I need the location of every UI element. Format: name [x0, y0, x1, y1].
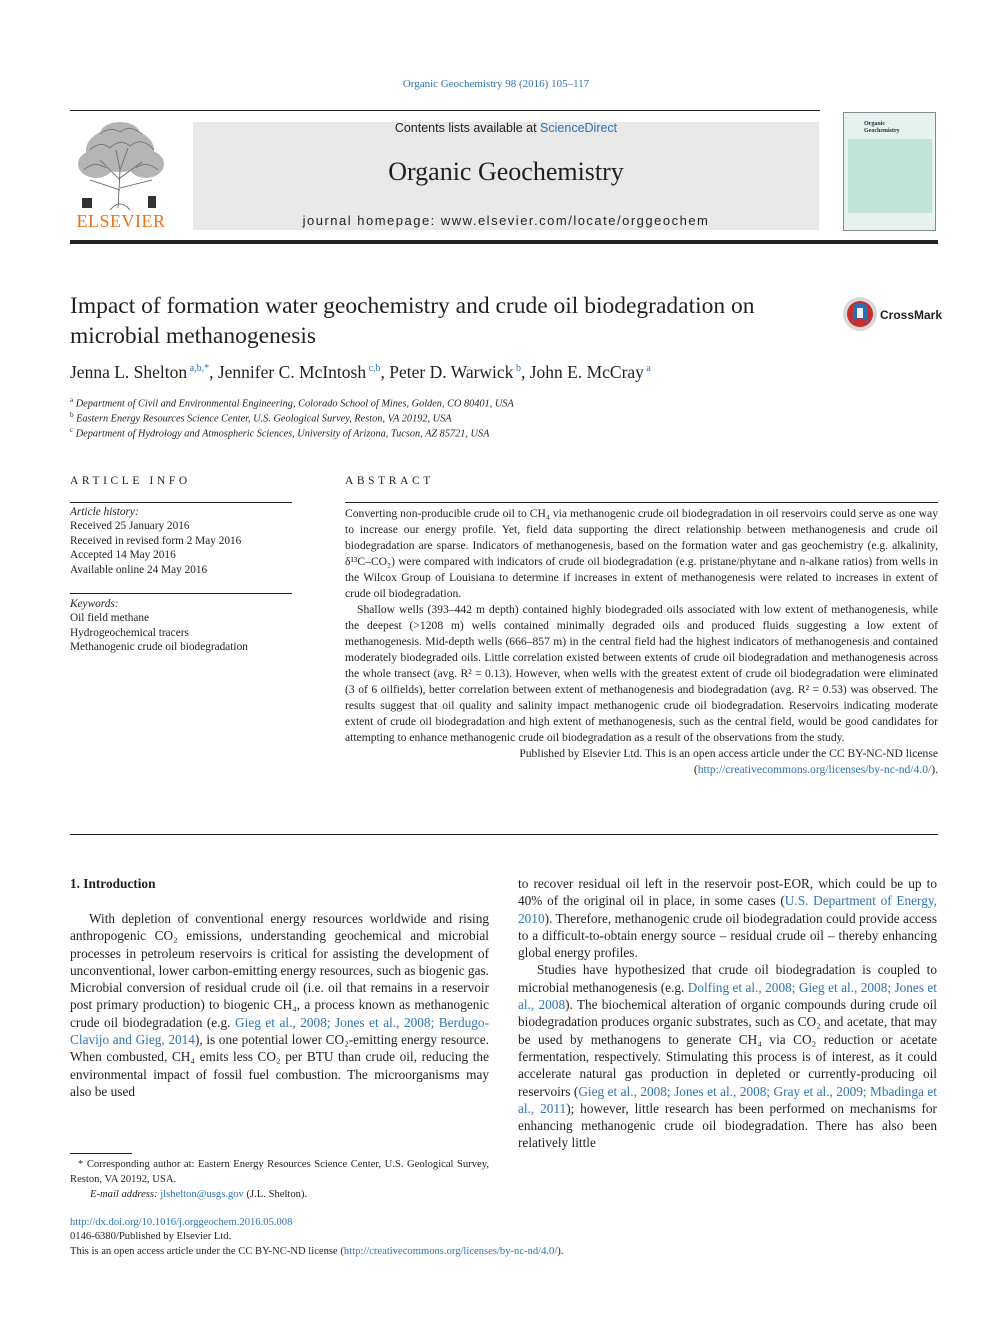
email-link[interactable]: jlshelton@usgs.gov [160, 1189, 244, 1200]
crossmark-label[interactable]: CrossMark [880, 308, 943, 322]
keyword-item: Oil field methane [70, 612, 150, 625]
abstract-paragraph-1: Converting non-producible crude oil to CH₄ via methanogenic crude oil biodegradation in oil reservoirs could serve as one way to increase our energy profile. Yet, field data supporting the direct relationship between methanogenesis and crude oil biodegradation are sparse. Indicators of methanogenesis, based on the formation water and gas geochemistry (e.g. alkalinity, δ¹³C–CO₂) were compared with indicators of crude oil biodegradation (e.g. pristane/phytane and n-alkane ratios) from wells in the Wilcox Group of Louisiana to determine if increases in extent of methanogenesis were related to increases in extent of crude oil biodegradation. [345, 507, 938, 600]
intro-paragraph-2: Studies have hypothesized that crude oil biodegradation is coupled to microbial methanogenesis (e.g. Dolfing et al., 2008; Gieg et al., 2008; Jones et al., 2008). The biochemical alteration of organic compounds during crude oil biodegradation produces organic substrates, such as CO₂ and acetate, that may be used by methanogens to generate CH₄ via CO₂ reduction or acetate fermentation, respectively. Stimulating this process is of interest, as it could accelerate natural gas production in depleted or currently-producing oil reservoirs (Gieg et al., 2008; Jones et al., 2008; Gray et al., 2009; Mbadinga et al., 2011); however, little research has been performed on mechanisms for enhancing methanogenic crude oil biodegradation. There has also been relatively little [518, 962, 938, 1151]
cover-title: Organic Geochemistry [864, 121, 900, 134]
corresponding-text: * Corresponding author at: Eastern Energy Resources Science Center, U.S. Geological Survey, Reston, VA 20192, USA. [70, 1159, 489, 1185]
cover-panel [848, 139, 932, 213]
affiliation-b: $^b$ Eastern Energy Resources Science Center, U.S. Geological Survey, Reston, VA 20192, USA [70, 411, 452, 425]
abstract-paragraph-2: Shallow wells (393–442 m depth) contained highly biodegraded oils associated with low extent of methanogenesis, while the deepest (>1208 m) wells contained minimally degraded oils and produced fluids suggesting a low extent of methanogenesis. Mid-depth wells (666–857 m) in the central field had the highest indicators of methanogenesis and contained moderately biodegraded oils. Little correlation existed between extents of crude oil biodegradation and methanogenesis across the whole transect (avg. R² = 0.13). However, when wells with the greatest extent of crude oil biodegradation were eliminated (3 of 6 oilfields), better correlation between extent of methanogenesis and biodegradation (avg. R² = 0.53) was observed. The results suggest that oil quality and salinity impact methanogenic crude oil biodegradation. Reservoirs indicating moderate extent of crude oil biodegradation and high extent of methanogenesis, such as the central field, would be good candidates for attempting to enhance methanogenic crude oil biodegradation as a result of the observations from the study. [345, 603, 938, 744]
contents-prefix: Contents lists available at [394, 121, 541, 135]
article-info-rule [70, 502, 292, 503]
abstract-heading: ABSTRACT [345, 475, 434, 487]
history-received: Received 25 January 2016 [70, 520, 190, 533]
crossmark-icon [842, 296, 878, 332]
affiliation-c: $^c$ Department of Hydrology and Atmospheric Sciences, University of Arizona, Tucson, AZ 85721, USA [70, 426, 490, 440]
contents-lists-line [193, 121, 819, 135]
abstract-body [345, 506, 938, 778]
article-info-heading: ARTICLE INFO [70, 475, 191, 487]
history-revised: Received in revised form 2 May 2016 [70, 534, 242, 547]
author-name[interactable]: Jennifer C. McIntosh [217, 362, 367, 382]
citation-link[interactable]: Dolfing et al., 2008; Gieg et al., 2008; Jones et al., 2008 [518, 979, 938, 1013]
sciencedirect-link[interactable]: ScienceDirect [540, 121, 618, 135]
author-affiliation-marks[interactable]: c,b [366, 363, 381, 375]
history-online: Available online 24 May 2016 [70, 563, 208, 576]
article-history-label: Article history: [70, 506, 139, 518]
history-accepted: Accepted 14 May 2016 [70, 549, 176, 562]
abstract-rule [345, 502, 938, 503]
keywords [70, 597, 292, 655]
header-rule [70, 110, 820, 111]
license-link[interactable]: http://creativecommons.org/licenses/by-nc-nd/4.0/ [343, 1245, 558, 1257]
citation-link[interactable]: U.S. Department of Energy, 2010 [518, 893, 937, 926]
license-link[interactable]: http://creativecommons.org/licenses/by-nc-nd/4.0/ [697, 763, 932, 776]
journal-homepage[interactable]: journal homepage: www.elsevier.com/locate/orggeochem [302, 213, 710, 228]
open-access-line: This is an open access article under the CC BY-NC-ND license (http://creativecommons.org/licenses/by-nc-nd/4.0/). [70, 1245, 564, 1257]
author-name[interactable]: Jenna L. Shelton [70, 362, 188, 382]
section-heading: 1. Introduction [70, 876, 156, 891]
keywords-rule [70, 593, 292, 594]
email-line: E-mail address: jlshelton@usgs.gov (J.L. Shelton). [90, 1189, 308, 1200]
keywords-label: Keywords: [70, 598, 119, 610]
keyword-item: Hydrogeochemical tracers [70, 626, 189, 639]
elsevier-wordmark: ELSEVIER [76, 211, 166, 231]
citation-link[interactable]: Gieg et al., 2008; Jones et al., 2008; Gray et al., 2009; Mbadinga et al., 2011 [518, 1083, 937, 1116]
article-title-line1: Impact of formation water geochemistry and crude oil biodegradation on [70, 293, 755, 319]
journal-name: Organic Geochemistry [388, 157, 624, 186]
intro-paragraph-1: With depletion of conventional energy resources worldwide and rising anthropogenic CO₂ emissions, understanding geochemical and microbial processes in petroleum reservoirs is critical for assisting the development of unconventional, lower carbon-emitting energy resources, such as biogenic gas. Microbial conversion of residual crude oil (i.e. oil that remains in a reservoir post primary production) to biogenic CH₄, a process known as methanogenic crude oil biodegradation (e.g. Gieg et al., 2008; Jones et al., 2008; Berdugo-Clavijo and Gieg, 2014), is one potential lower CO₂-emitting energy resource. When combusted, CH₄ emits less CO₂ per BTU than crude oil, reducing the environmental impact of fossil fuel combustion. The microorganisms may also be used [70, 911, 490, 1099]
author-affiliation-marks[interactable]: a [643, 363, 651, 375]
body-column-right [518, 875, 937, 1152]
keyword-item: Methanogenic crude oil biodegradation [70, 641, 248, 654]
author-name[interactable]: Peter D. Warwick [389, 362, 514, 382]
article-title-line2: microbial methanogenesis [70, 323, 317, 349]
abstract-license: Published by Elsevier Ltd. This is an open access article under the CC BY-NC-ND license (http://creativecommons.org/licenses/by-nc-nd/4.0/). [519, 747, 938, 776]
affiliation-a: $^a$ Department of Civil and Environmental Engineering, Colorado School of Mines, Golden, CO 80401, USA [70, 396, 514, 410]
issn-line: 0146-6380/Published by Elsevier Ltd. [70, 1231, 232, 1243]
article-title [70, 291, 830, 351]
body-column-left [70, 910, 489, 1100]
doi-link[interactable]: http://dx.doi.org/10.1016/j.orggeochem.2016.05.008 [70, 1217, 293, 1228]
journal-citation[interactable]: Organic Geochemistry 98 (2016) 105–117 [402, 78, 590, 90]
author-affiliation-marks[interactable]: b [513, 363, 521, 375]
author-name[interactable]: John E. McCray [529, 362, 644, 382]
author-affiliation-marks[interactable]: a,b,* [187, 363, 210, 375]
article-history [70, 505, 292, 577]
intro-paragraph-1-cont: to recover residual oil left in the reservoir post-EOR, which could be up to 40% of the original oil in place, in some cases (U.S. Department of Energy, 2010). Therefore, methanogenic crude oil biodegradation could provide access to a difficult-to-obtain energy source – residual crude oil – thereby enhancing global energy profiles. [518, 876, 937, 961]
abstract-bottom-rule [70, 834, 938, 835]
header-thick-rule [70, 240, 938, 244]
citation-link[interactable]: Gieg et al., 2008; Jones et al., 2008; Berdugo-Clavijo and Gieg, 2014 [70, 1014, 490, 1048]
author-list: Jenna L. Shelton $^{a,b,*}$, Jennifer C. McIntosh $^{c,b}$, Peter D. Warwick $^b$, John E. McCray $^a$ [70, 362, 651, 382]
journal-cover-thumbnail[interactable] [843, 112, 936, 231]
corresponding-author-footnote [70, 1157, 489, 1202]
page-footer [70, 1216, 938, 1259]
footnote-rule [70, 1153, 132, 1154]
